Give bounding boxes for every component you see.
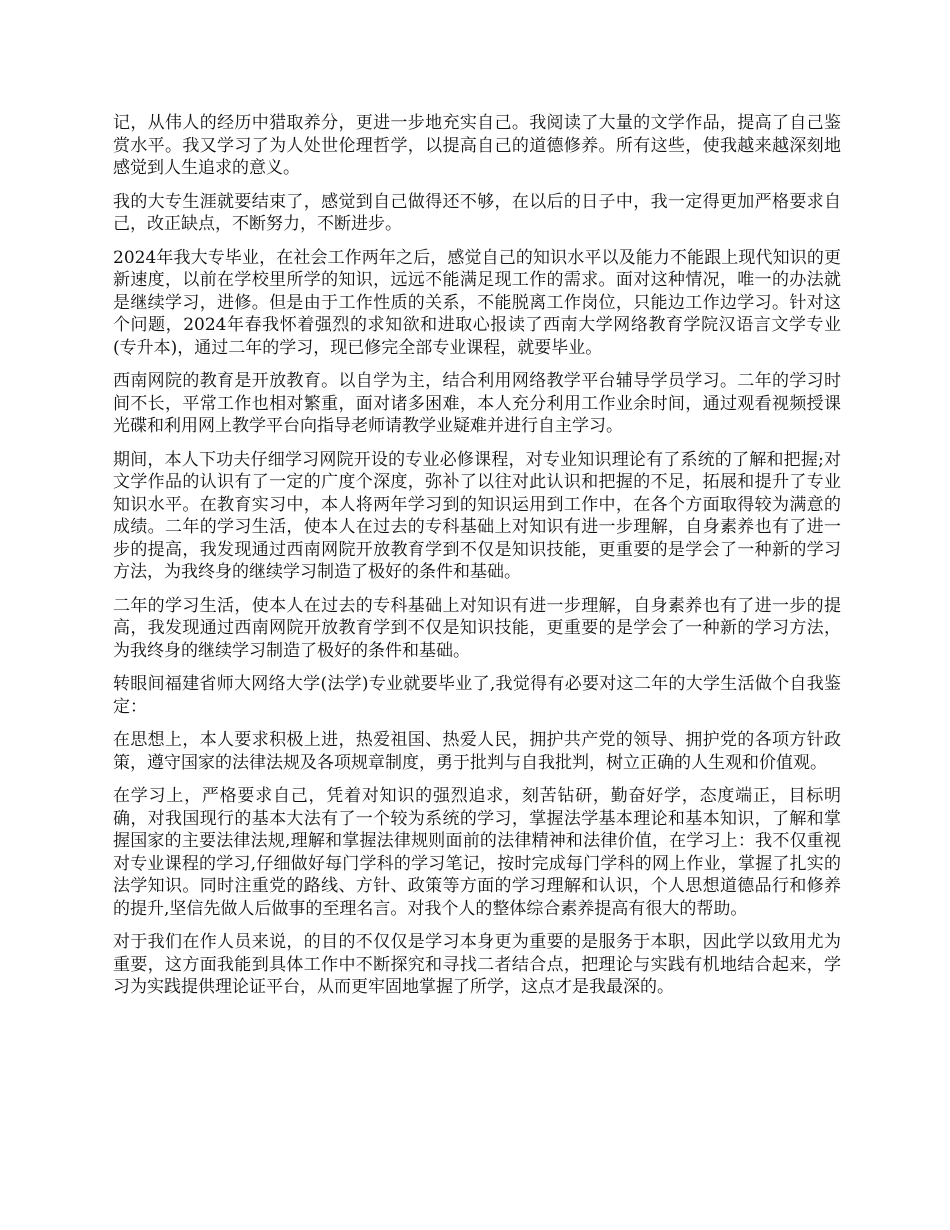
- document-body: [113, 112, 841, 1010]
- paragraph-8: 在思想上，本人要求积极上进，热爱祖国、热爱人民，拥护共产党的领导、拥护党的各项方针政策，遵守国家的法律法规及各项规章制度，勇于批判与自我批判，树立正确的人生观和价值观。: [113, 730, 841, 773]
- paragraph-10: 对于我们在作人员来说，的目的不仅仅是学习本身更为重要的是服务于本职，因此学以致用尤为重要，这方面我能到具体工作中不断探究和寻找二者结合点，把理论与实践有机地结合起来，学习为实践提供理论证平台，从而更牢固地掌握了所学，这点才是我最深的。: [113, 932, 841, 997]
- paragraph-4: 西南网院的教育是开放教育。以自学为主，结合利用网络教学平台辅导学员学习。二年的学习时间不长，平常工作也相对繁重，面对诸多困难，本人充分利用工作业余时间，通过观看视频授课光碟和利用网上教学平台向指导老师请教学业疑难并进行自主学习。: [113, 371, 841, 436]
- paragraph-1: 记，从伟人的经历中猎取养分，更进一步地充实自己。我阅读了大量的文学作品，提高了自己鉴赏水平。我又学习了为人处世伦理哲学，以提高自己的道德修养。所有这些，使我越来越深刻地感觉到人生追求的意义。: [113, 113, 841, 178]
- paragraph-2: 我的大专生涯就要结束了，感觉到自己做得还不够，在以后的日子中，我一定得更加严格要求自己，改正缺点，不断努力，不断进步。: [113, 191, 841, 234]
- paragraph-6: 二年的学习生活，使本人在过去的专科基础上对知识有进一步理解，自身素养也有了进一步的提高，我发现通过西南网院开放教育学到不仅是知识技能，更重要的是学会了一种新的学习方法，为我终身的继续学习制造了极好的条件和基础。: [113, 595, 841, 661]
- paragraph-3: 2024年我大专毕业，在社会工作两年之后，感觉自己的知识水平以及能力不能跟上现代知识的更新速度，以前在学校里所学的知识，远远不能满足现工作的需求。面对这种情况，唯一的办法就是继续学习，进修。但是由于工作性质的关系，不能脱离工作岗位，只能边工作边学习。针对这个问题，2024年春我怀着强烈的求知欲和进取心报读了西南大学网络教育学院汉语言文学专业(专升本)，通过二年的学习，现已修完全部专业课程，就要毕业。: [113, 247, 841, 358]
- paragraph-5: 期间，本人下功夫仔细学习网院开设的专业必修课程，对专业知识理论有了系统的了解和把握;对文学作品的认识有了一定的广度个深度，弥补了以往对此认识和把握的不足，拓展和提升了专业知识水平。在教育实习中，本人将两年学习到的知识运用到工作中，在各个方面取得较为满意的成绩。二年的学习生活，使本人在过去的专科基础上对知识有进一步理解，自身素养也有了进一步的提高，我发现通过西南网院开放教育学到不仅是知识技能，更重要的是学会了一种新的学习方法，为我终身的继续学习制造了极好的条件和基础。: [113, 449, 841, 582]
- paragraph-9: 在学习上，严格要求自己，凭着对知识的强烈追求，刻苦钻研，勤奋好学，态度端正，目标明确，对我国现行的基本大法有了一个较为系统的学习，掌握法学基本理论和基本知识，了解和掌握国家的主要法律法规,理解和掌握法律规则面前的法律精神和法律价值，在学习上：我不仅重视对专业课程的学习,仔细做好每门学科的学习笔记，按时完成每门学科的网上作业，掌握了扎实的法学知识。同时注重党的路线、方针、政策等方面的学习理解和认识，个人思想道德品行和修养的提升,坚信先做人后做事的至理名言。对我个人的整体综合素养提高有很大的帮助。: [113, 786, 841, 919]
- paragraph-7: 转眼间福建省师大网络大学(法学)专业就要毕业了,我觉得有必要对这二年的大学生活做个自我鉴定：: [113, 674, 841, 717]
